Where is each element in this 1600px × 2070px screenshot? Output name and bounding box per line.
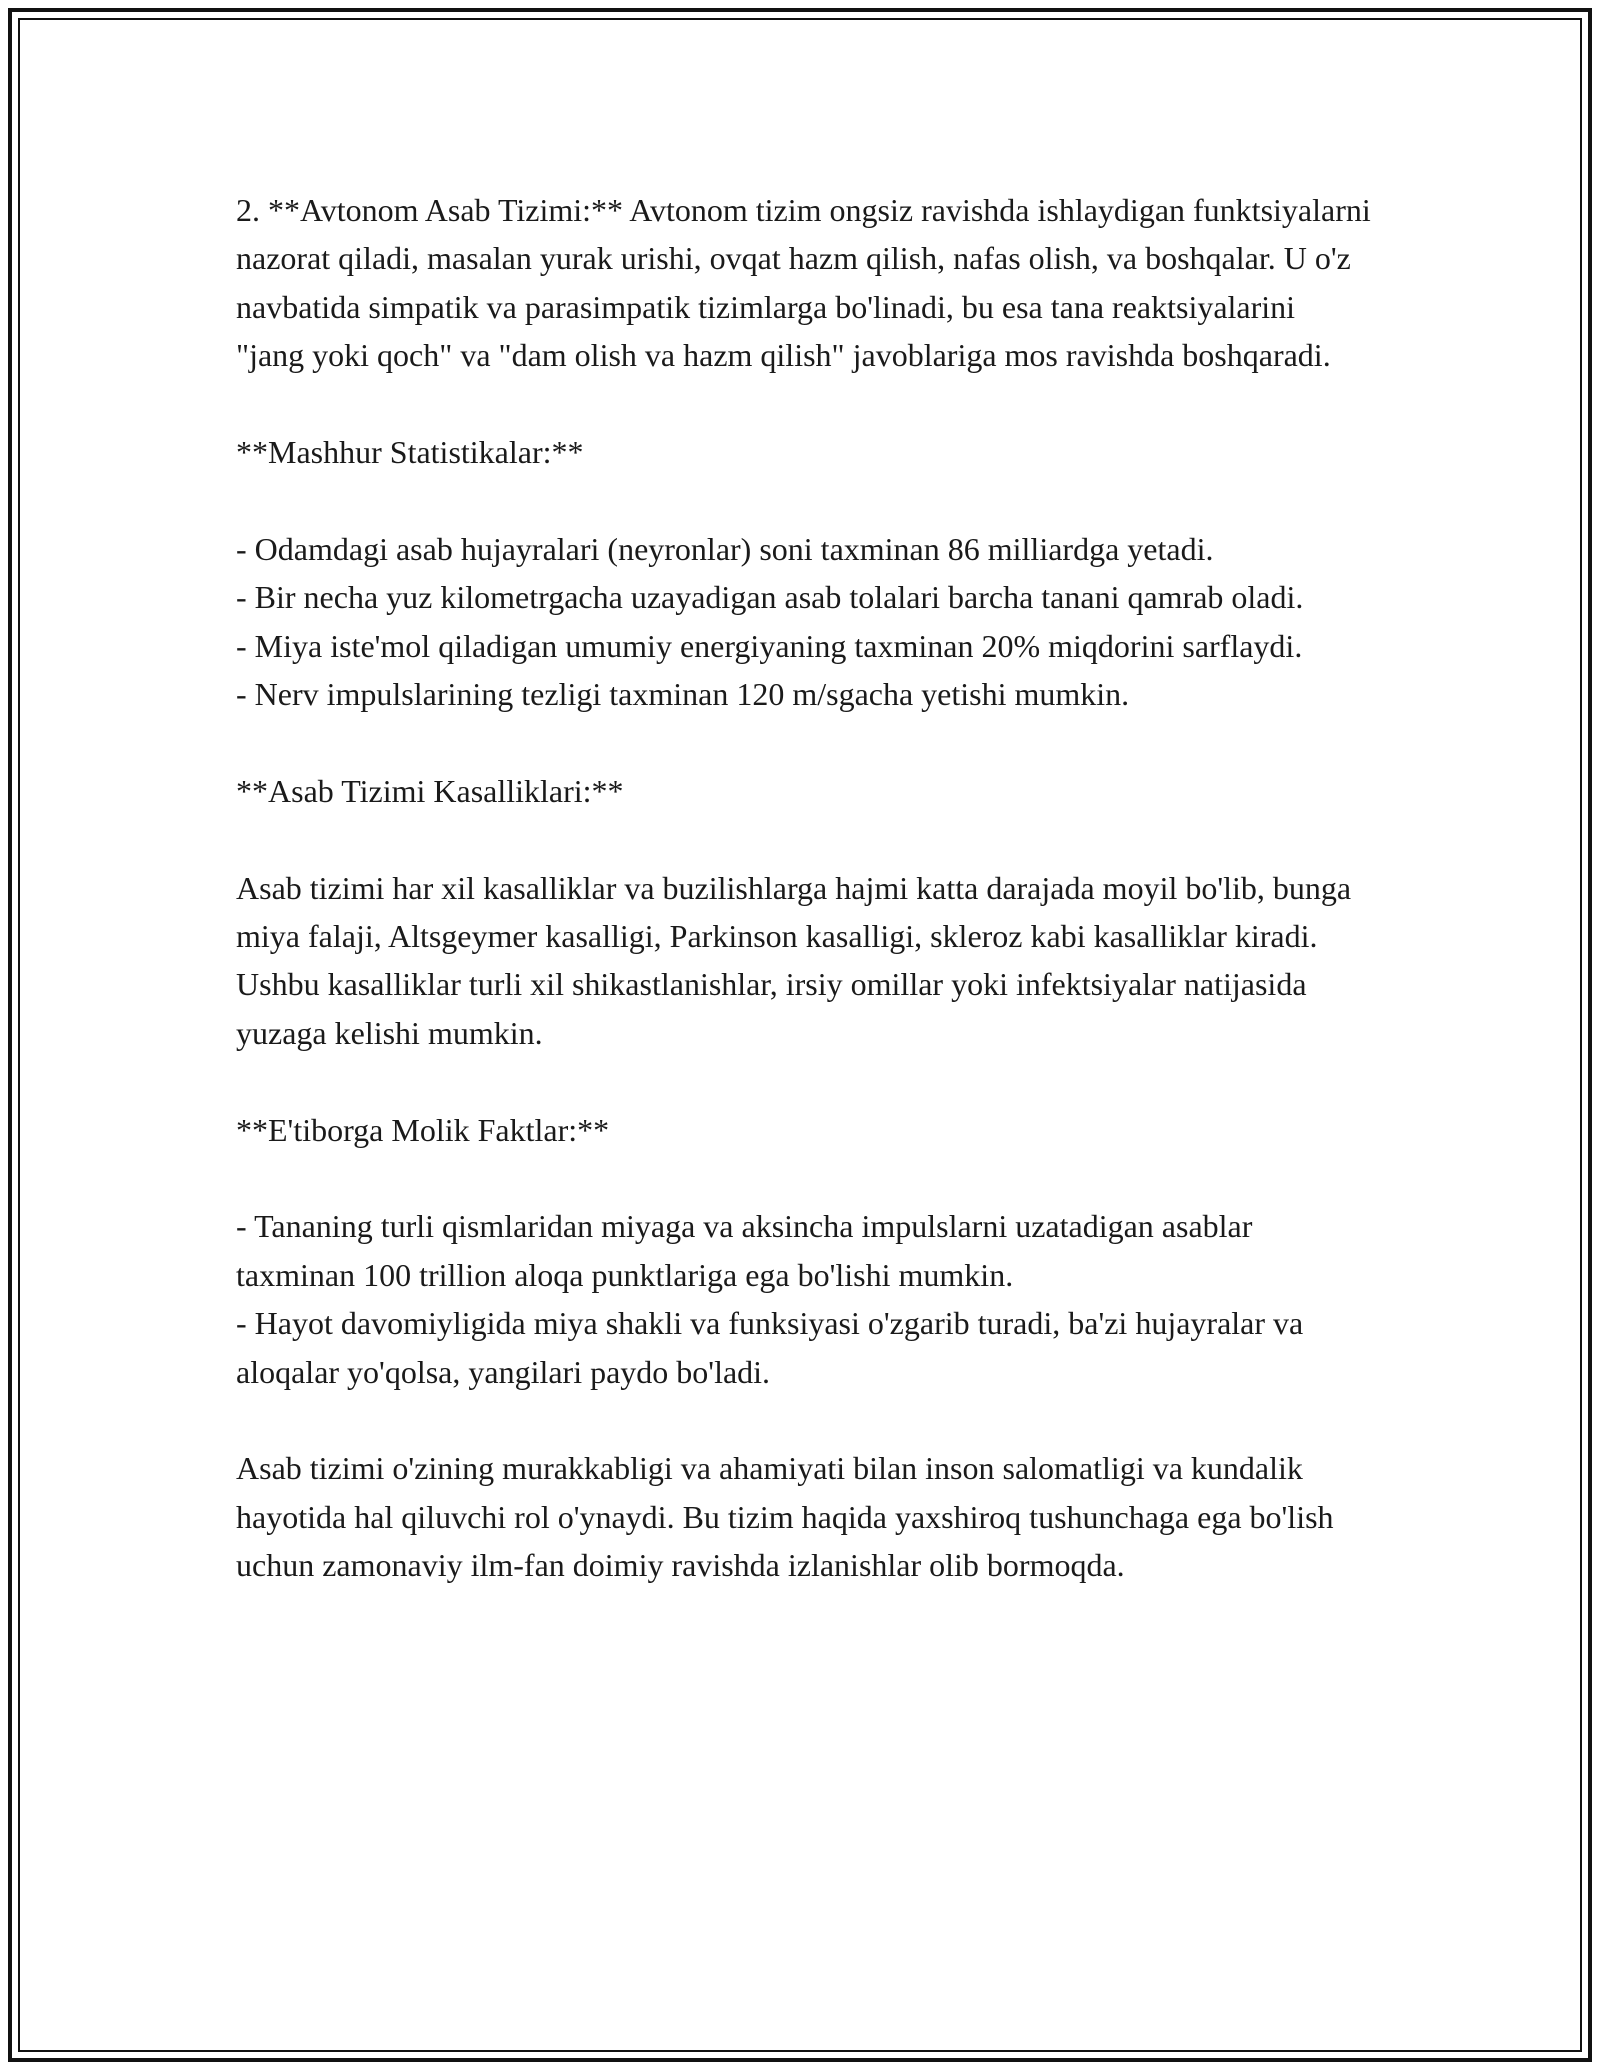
document-body (236, 186, 1379, 1590)
paragraph-diseases: Asab tizimi har xil kasalliklar va buzilishlarga hajmi katta darajada moyil bo'lib, bunga miya falaji, Altsgeymer kasalligi, Parkinson kasalligi, skleroz kabi kasalliklar kiradi. Ushbu kasalliklar turli xil shikastlanishlar, irsiy omillar yoki infektsiyalar natijasida yuzaga kelishi mumkin. (236, 869, 1360, 1051)
paragraph-conclusion: Asab tizimi o'zining murakkabligi va ahamiyati bilan inson salomatligi va kundalik hayotida hal qiluvchi rol o'ynaydi. Bu tizim haqida yaxshiroq tushunchaga ega bo'lish uchun zamonaviy ilm-fan doimiy ravishda izlanishlar olib bormoqda. (236, 1450, 1342, 1584)
list-item: - Hayot davomiyligida miya shakli va funksiyasi o'zgarib turadi, ba'zi hujayralar va aloqalar yo'qolsa, yangilari paydo bo'ladi. (236, 1305, 1312, 1390)
list-item: - Bir necha yuz kilometrgacha uzayadigan asab tolalari barcha tanani qamrab oladi. (236, 579, 1304, 616)
heading-diseases: **Asab Tizimi Kasalliklari:** (236, 772, 624, 809)
paragraph-autonomic-system: 2. **Avtonom Asab Tizimi:** Avtonom tizim ongsiz ravishda ishlaydigan funktsiyalarni nazorat qiladi, masalan yurak urishi, ovqat hazm qilish, nafas olish, va boshqalar. U o'z navbatida simpatik va parasimpatik tizimlarga bo'linadi, bu esa tana reaktsiyalarini "jang yoki qoch" va "dam olish va hazm qilish" javoblariga mos ravishda boshqaradi. (236, 192, 1379, 374)
heading-statistics: **Mashhur Statistikalar:** (236, 434, 584, 471)
heading-facts: **E'tiborga Molik Faktlar:** (236, 1111, 610, 1148)
list-item: - Tananing turli qismlaridan miyaga va aksincha impulslarni uzatadigan asablar taxminan 100 trillion aloqa punktlariga ega bo'lishi mumkin. (236, 1208, 1261, 1293)
list-item: - Miya iste'mol qiladigan umumiy energiyaning taxminan 20% miqdorini sarflaydi. (236, 627, 1303, 664)
list-item: - Nerv impulslarining tezligi taxminan 120 m/sgacha yetishi mumkin. (236, 676, 1130, 713)
list-item: - Odamdagi asab hujayralari (neyronlar) soni taxminan 86 milliardga yetadi. (236, 530, 1214, 567)
